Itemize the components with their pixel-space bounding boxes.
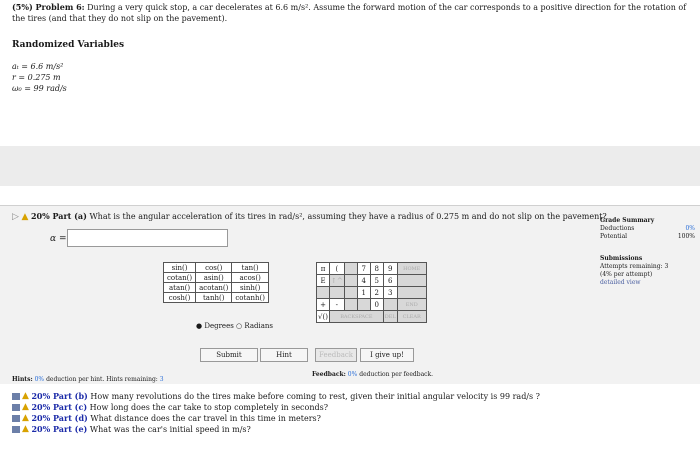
warning-icon: ▲ (22, 413, 29, 423)
part-b-row[interactable] (12, 391, 540, 402)
var-omega: ω₀ = 99 rad/s (12, 84, 67, 93)
part-e-row[interactable] (12, 424, 540, 435)
blank-key[interactable] (344, 299, 357, 311)
cos-button[interactable]: cos() (196, 263, 232, 273)
digit-7-key[interactable]: 7 (357, 263, 370, 275)
part-d-percent: 20% Part (d) (31, 413, 88, 423)
digit-9-key[interactable]: 9 (383, 263, 397, 275)
degrees-label: Degrees (204, 322, 234, 330)
part-icon (12, 393, 20, 400)
deductions-label: Deductions (600, 225, 635, 232)
blank-key[interactable] (397, 275, 426, 287)
acos-button[interactable]: acos() (232, 273, 269, 283)
part-d-row[interactable] (12, 413, 540, 424)
feedback-line (312, 371, 433, 378)
digit-3-key[interactable]: 3 (383, 287, 397, 299)
open-paren-key[interactable]: ( (330, 263, 345, 275)
part-icon (12, 426, 20, 433)
part-a-text: What is the angular acceleration of its tires in rad/s², assuming they have a radius of 0.275 m and do not slip on the pavement? (89, 212, 607, 221)
digit-8-key[interactable]: 8 (370, 263, 383, 275)
warning-icon: ▲ (22, 391, 29, 401)
feedback-text: deduction per feedback. (359, 371, 434, 378)
radians-radio[interactable]: ○ (236, 322, 245, 330)
keypad (316, 262, 427, 323)
backspace-key[interactable]: BACKSPACE (330, 311, 384, 323)
part-b-percent: 20% Part (b) (31, 391, 88, 401)
pi-key[interactable]: π (317, 263, 330, 275)
warning-icon: ▲ (22, 424, 29, 434)
cosh-button[interactable]: cosh() (164, 293, 196, 303)
var-acceleration: aₜ = 6.6 m/s² (12, 62, 64, 71)
feedback-button[interactable]: Feedback (315, 348, 357, 362)
part-d-text: What distance does the car travel in this time in meters? (90, 414, 321, 423)
digit-0-key[interactable]: 0 (370, 299, 383, 311)
asin-button[interactable]: asin() (196, 273, 232, 283)
expand-triangle-icon[interactable]: ▷ (12, 212, 19, 222)
hints-line (12, 376, 164, 383)
submit-button[interactable]: Submit (200, 348, 258, 362)
part-e-text: What was the car's initial speed in m/s? (89, 425, 251, 434)
radians-label: Radians (244, 322, 273, 330)
problem-text: During a very quick stop, a car decelerates at 6.6 m/s². Assume the forward motion of the car corresponds to a positive direction for the rotation of the tires (and that they do not slip on the pavement). (12, 3, 687, 23)
digit-6-key[interactable]: 6 (383, 275, 397, 287)
hints-label: Hints: (12, 376, 33, 383)
blank-key[interactable] (317, 287, 330, 299)
problem-number: (5%) Problem 6: (12, 2, 85, 12)
part-icon (12, 404, 20, 411)
hints-remaining: 3 (159, 376, 164, 383)
blank-key[interactable] (397, 287, 426, 299)
grade-summary-title: Grade Summary (600, 217, 655, 224)
tan-button[interactable]: tan() (232, 263, 269, 273)
grade-summary (600, 217, 695, 287)
clear-key[interactable]: CLEAR (397, 311, 426, 323)
minus-key[interactable]: - (330, 299, 345, 311)
cotan-button[interactable]: cotan() (164, 273, 196, 283)
deductions-value: 0% (685, 225, 695, 232)
blank-key[interactable] (383, 299, 397, 311)
acotan-button[interactable]: acotan() (196, 283, 232, 293)
potential-label: Potential (600, 233, 628, 240)
problem-statement (12, 2, 692, 24)
hints-pct: 0% (34, 376, 45, 383)
hints-text: deduction per hint. Hints remaining: (46, 376, 158, 383)
sqrt-key[interactable]: √() (318, 312, 328, 321)
atan-button[interactable]: atan() (164, 283, 196, 293)
degrees-radio[interactable]: ● (196, 322, 205, 330)
digit-1-key[interactable]: 1 (357, 287, 370, 299)
detailed-view-link[interactable]: detailed view (600, 279, 641, 286)
part-c-percent: 20% Part (c) (31, 402, 88, 412)
angle-mode (196, 322, 273, 330)
part-icon (12, 415, 20, 422)
cotanh-button[interactable]: cotanh() (232, 293, 269, 303)
var-radius: r = 0.275 m (12, 73, 61, 82)
part-c-text: How long does the car take to stop completely in seconds? (89, 403, 329, 412)
part-e-percent: 20% Part (e) (31, 424, 88, 434)
home-key[interactable]: HOME (397, 263, 426, 275)
part-b-text: How many revolutions do the tires make before coming to rest, given their initial angular velocity is 99 rad/s ? (90, 392, 540, 401)
blank-key[interactable] (344, 275, 357, 287)
answer-input[interactable] (67, 229, 228, 247)
give-up-button[interactable]: I give up! (360, 348, 414, 362)
part-c-row[interactable] (12, 402, 540, 413)
tanh-button[interactable]: tanh() (196, 293, 232, 303)
e-key[interactable]: E (317, 275, 330, 287)
answer-label: α = (50, 234, 67, 244)
digit-5-key[interactable]: 5 (370, 275, 383, 287)
randomized-title: Randomized Variables (12, 40, 125, 50)
submissions-title: Submissions (600, 255, 643, 262)
part-a-question (12, 211, 612, 222)
plus-key[interactable]: + (317, 299, 330, 311)
blank-key[interactable] (344, 287, 357, 299)
attempts-remaining: Attempts remaining: 3 (600, 263, 669, 270)
digit-4-key[interactable]: 4 (357, 275, 370, 287)
feedback-pct: 0% (347, 371, 358, 378)
blank-key[interactable] (344, 263, 357, 275)
warning-icon: ▲ (21, 212, 29, 222)
other-parts-list (12, 391, 540, 435)
end-key[interactable]: END (397, 299, 426, 311)
del-key[interactable]: DEL (383, 311, 397, 323)
function-table (163, 262, 269, 303)
blank-key[interactable] (330, 287, 345, 299)
part-a-percent: 20% Part (a) (30, 211, 87, 221)
blank-key[interactable] (357, 299, 370, 311)
separator-band (0, 146, 700, 186)
warning-icon: ▲ (22, 402, 29, 412)
hint-button[interactable]: Hint (260, 348, 308, 362)
sin-button[interactable]: sin() (164, 263, 196, 273)
feedback-label: Feedback: (312, 371, 346, 378)
digit-2-key[interactable]: 2 (370, 287, 383, 299)
per-attempt: (4% per attempt) (600, 271, 653, 278)
power-key[interactable]: ↑^ (331, 276, 343, 285)
sinh-button[interactable]: sinh() (232, 283, 269, 293)
potential-value: 100% (677, 233, 695, 240)
